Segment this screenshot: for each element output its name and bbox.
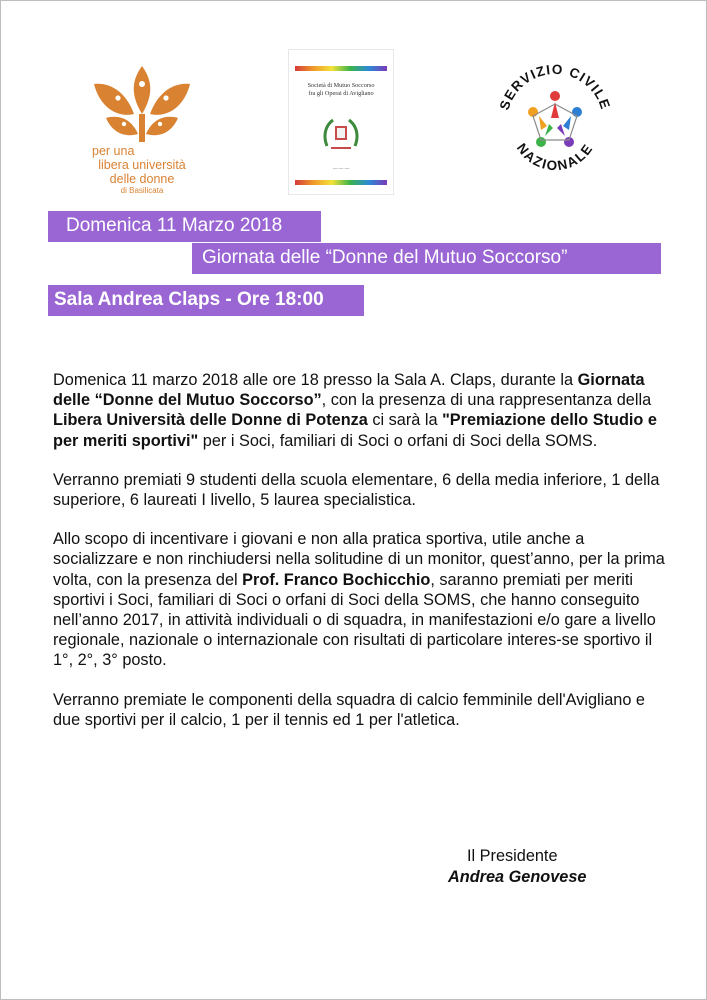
ludd-logo-line4: di Basilicata xyxy=(120,186,164,195)
ludd-logo xyxy=(82,62,202,195)
soms-logo-line1: Società di Mutuo Soccorso xyxy=(307,82,375,89)
p1-bold-event: Giornata delle “Donne del Mutuo Soccorso” xyxy=(53,371,645,410)
flower-logo-icon xyxy=(88,62,196,146)
seal-emblem-icon xyxy=(319,116,363,156)
p1-bold-ludd: Libera Università delle Donne di Potenza xyxy=(53,411,368,430)
rainbow-bar-bottom xyxy=(295,180,387,185)
people-star-icon xyxy=(528,91,582,147)
svg-text:NAZIONALE xyxy=(514,141,596,174)
soms-logo xyxy=(289,50,393,194)
scn-bottom-text: NAZIONALE xyxy=(513,140,597,174)
p1-text-c: , con la presenza di una rappresentanza della xyxy=(321,391,652,410)
event-banner: Giornata delle “Donne del Mutuo Soccorso” xyxy=(192,243,661,274)
date-banner: Domenica 11 Marzo 2018 xyxy=(48,211,321,242)
paragraph-3 xyxy=(53,529,673,670)
seal-caption: ― ― ― xyxy=(332,166,350,171)
rainbow-bar-top xyxy=(295,66,387,71)
ludd-logo-line3: delle donne xyxy=(109,172,175,186)
paragraph-2: Verranno premiati 9 studenti della scuola elementare, 6 della media inferiore, 1 della superiore, 6 laureati I livello, 5 laurea specialistica. xyxy=(53,470,660,510)
signature-name: Andrea Genovese xyxy=(448,868,587,886)
place-banner: Sala Andrea Claps - Ore 18:00 xyxy=(48,285,364,316)
paragraph-4: Verranno premiate le componenti della squadra di calcio femminile dell'Avigliano e due sportivi per il calcio, 1 per il tennis ed 1 per l'atletica. xyxy=(53,690,645,729)
p1-text-e: ci sarà la xyxy=(367,411,443,430)
p3-bold-prof: Prof. Franco Bochicchio xyxy=(242,570,431,589)
p3-text-a: Allo scopo di incentivare i giovani e non alla pratica sportiva, utile anche a socializzare e non rinchiudersi nella solitudine di un monitor, quest’anno, per la prima volta, con la presenza del xyxy=(53,530,665,589)
p3-text-c: , saranno premiati per meriti sportivi i Soci, familiari di Soci o orfani di Soci della SOMS, che hanno conseguito nell’anno 2017, in attività individuali o di squadra, in manifestazioni e/o gare a livello regionale, nazionale o internazionale con risultati di particolare interes-se sportivo il 1°, 2°, 3° posto. xyxy=(53,570,656,670)
p1-text-g: per i Soci, familiari di Soci o orfani di Soci della SOMS. xyxy=(198,431,598,450)
p1-text-a: Domenica 11 marzo 2018 alle ore 18 presso la Sala A. Claps, durante la xyxy=(53,371,578,389)
p1-bold-award: "Premiazione dello Studio e per meriti sportivi" xyxy=(53,411,657,450)
servizio-civile-logo xyxy=(493,60,617,184)
ludd-logo-line2: libera università xyxy=(98,158,186,172)
signature-block xyxy=(448,846,586,888)
scn-top-text: SERVIZIO CIVILE xyxy=(496,61,614,112)
signature-role: Il Presidente xyxy=(467,847,558,865)
ludd-logo-line1: per una xyxy=(92,144,135,158)
soms-logo-line2: fra gli Operai di Avigliano xyxy=(308,90,374,97)
paragraph-1 xyxy=(53,370,673,451)
body-text xyxy=(53,370,673,749)
